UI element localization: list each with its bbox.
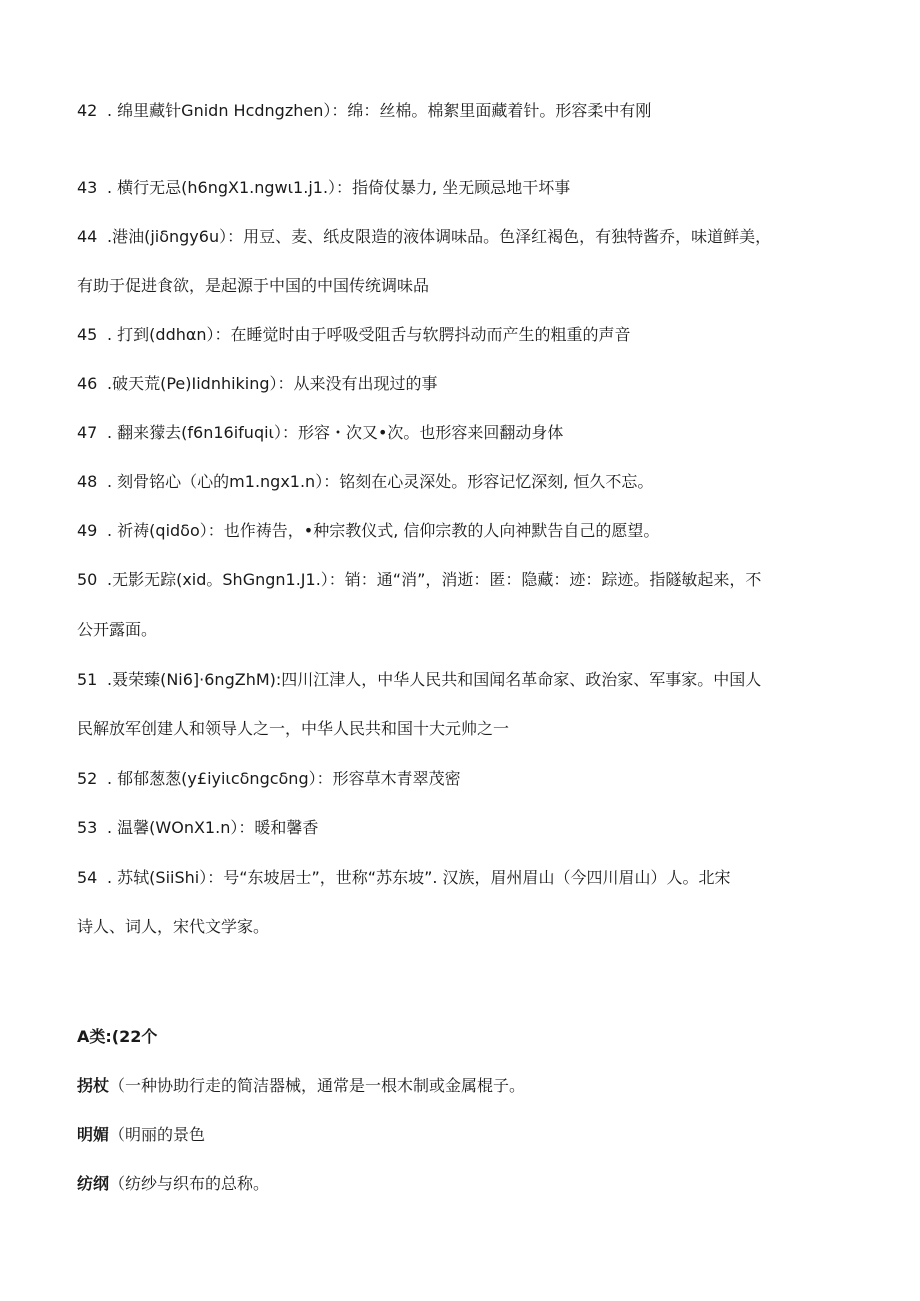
entry-number: 49	[77, 521, 98, 540]
entry-text: .无影无踪(xid。ShGngn1.J1.）：销：通“消”，消逝：匿：隐藏：迹：踪迹。指隧敏起来，不	[107, 570, 762, 589]
entry-42	[77, 100, 651, 122]
entry-47	[77, 422, 563, 444]
entry-number: 42	[77, 101, 98, 120]
item-term: 拐杖	[77, 1076, 110, 1095]
entry-text: .港油(jiδngy6u）：用豆、麦、纸皮限造的液体调味品。色泽红褐色，有独特酱乔，味道鲜美，	[107, 227, 772, 246]
entry-number: 52	[77, 769, 98, 788]
entry-46	[77, 373, 438, 395]
item-term: 明媚	[77, 1125, 110, 1144]
entry-text: . 翻来獴去(f6n16ifuqiι）：形容・次又•次。也形容来回翻动身体	[107, 423, 564, 442]
entry-text: . 绵里藏针Gnidn Hcdngzhen）：绵：丝棉。棉絮里面藏着针。形容柔中有刚	[107, 101, 652, 120]
entry-number: 51	[77, 670, 98, 689]
section-title: A类:(22个	[77, 1027, 158, 1046]
entry-53	[77, 817, 318, 839]
entry-number: 47	[77, 423, 98, 442]
section-item	[77, 1124, 205, 1146]
item-description: （纺纱与织布的总称。	[109, 1174, 270, 1193]
entry-50-continued	[77, 619, 157, 641]
entry-44-continued	[77, 275, 429, 297]
entry-number: 54	[77, 868, 98, 887]
entry-text: . 温馨(WOnX1.n）：暖和馨香	[107, 818, 319, 837]
entry-52	[77, 768, 461, 790]
entry-51-continued	[77, 718, 509, 740]
entry-48	[77, 471, 653, 493]
item-term: 纺纲	[77, 1174, 110, 1193]
entry-text: .破天荒(Pe)Iidnhiking）：从来没有出现过的事	[107, 374, 438, 393]
entry-text: 公开露面。	[77, 620, 158, 639]
entry-text: 有助于促进食欲，是起源于中国的中国传统调味品	[77, 276, 430, 295]
entry-50	[77, 569, 761, 591]
entry-number: 53	[77, 818, 98, 837]
entry-text: . 苏轼(SiiShi）：号“东坡居士”，世称“苏东坡”. 汉族，眉州眉山（今四川眉山）人。北宋	[107, 868, 731, 887]
entry-number: 48	[77, 472, 98, 491]
entry-54-continued	[77, 916, 269, 938]
entry-number: 44	[77, 227, 98, 246]
entry-number: 43	[77, 178, 98, 197]
entry-text: . 祈祷(qidδo）：也作祷告，•种宗教仪式, 信仰宗教的人向神默告自己的愿望。	[107, 521, 660, 540]
entry-number: 50	[77, 570, 98, 589]
entry-43	[77, 177, 570, 199]
entry-45	[77, 324, 631, 346]
section-item	[77, 1173, 269, 1195]
item-description: （一种协助行走的简洁器械，通常是一根木制或金属棍子。	[109, 1076, 526, 1095]
entry-number: 46	[77, 374, 98, 393]
entry-text: 诗人、词人，宋代文学家。	[77, 917, 270, 936]
entry-number: 45	[77, 325, 98, 344]
entry-text: .聂荣臻(Ni6]·6ngZhM):四川江津人，中华人民共和国闻名革命家、政治家、军事家。中国人	[107, 670, 762, 689]
section-item	[77, 1075, 525, 1097]
entry-text: . 横行无忌(h6ngX1.ngwι1.j1.）：指倚仗暴力, 坐无顾忌地干坏事	[107, 178, 571, 197]
item-description: （明丽的景色	[109, 1125, 206, 1144]
entry-44	[77, 226, 771, 248]
entry-text: . 打到(ddhαn）：在睡觉时由于呼吸受阻舌与软腭抖动而产生的粗重的声音	[107, 325, 631, 344]
entry-54	[77, 867, 731, 889]
entry-text: 民解放军创建人和领导人之一，中华人民共和国十大元帅之一	[77, 719, 510, 738]
entry-49	[77, 520, 659, 542]
entry-text: . 郁郁葱葱(y£iyiιcδngcδng）：形容草木青翠茂密	[107, 769, 461, 788]
entry-51	[77, 669, 761, 691]
entry-text: . 刻骨铭心（心的m1.ngx1.n）：铭刻在心灵深处。形容记忆深刻, 恒久不忘。	[107, 472, 654, 491]
